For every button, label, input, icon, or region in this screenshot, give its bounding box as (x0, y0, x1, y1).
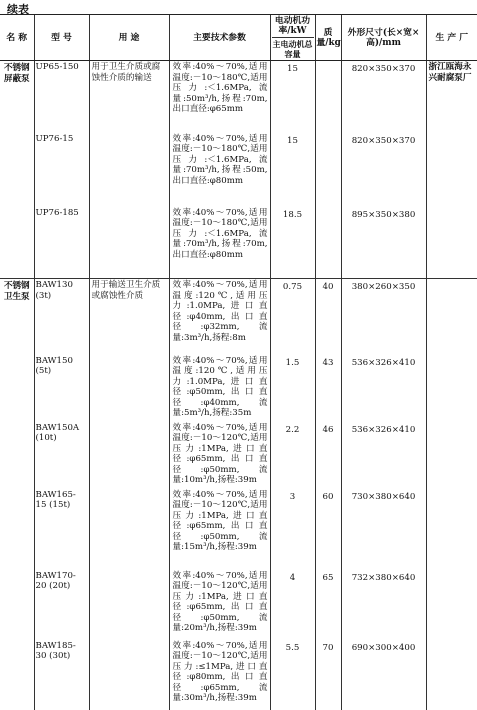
row-model: BAW185-30 (30t) (34, 640, 89, 710)
row-dims: 690×300×400 (341, 640, 426, 710)
table-caption: 续表 (7, 3, 29, 16)
row-usage: 用于输送卫生介质或腐蚀性介质 (89, 279, 169, 355)
row-name (0, 133, 34, 207)
row-power: 2.2 (270, 422, 315, 489)
row-maker (426, 422, 477, 489)
header-total-capacity: 主电动机总容量 (272, 39, 313, 59)
row-mass (315, 207, 341, 279)
row-power: 18.5 (270, 207, 315, 279)
row-dims: 730×380×640 (341, 489, 426, 570)
row-params: 效率:40%～70%,适用温度:－10～120℃,适用压力:≤1MPa,进口直径:φ80mm,出口直径:φ65mm,流量:30m³/h,扬程:39m (169, 640, 270, 710)
header-mass: 质量/kg (315, 15, 341, 61)
row-params: 效率:40%～70%,适用温度:120℃,适用压力:1.0MPa,进口直径:φ40mm,出口直径:φ32mm,流量:3m³/h,扬程:8m (169, 279, 270, 355)
row-mass (315, 61, 341, 133)
row-usage: 用于卫生介质或腐蚀性介质的输送 (89, 61, 169, 133)
table-row (0, 207, 477, 279)
table-row (0, 61, 477, 133)
header-usage: 用 途 (89, 15, 169, 61)
table-row (0, 355, 477, 422)
row-power: 4 (270, 570, 315, 640)
row-usage (89, 207, 169, 279)
row-params: 效率:40%～70%,适用温度:－10～180℃,适用压力:＜1.6MPa,流量:70m³/h,扬程:70m,出口直径:φ80mm (169, 207, 270, 279)
row-mass: 65 (315, 570, 341, 640)
row-name: 不锈钢屏蔽泵 (3, 63, 30, 84)
header-dims: 外形尺寸(长×宽×高)/mm (341, 15, 426, 61)
row-name (0, 422, 34, 489)
row-usage (89, 489, 169, 570)
row-power: 3 (270, 489, 315, 570)
row-params: 效率:40%～70%,适用温度:－10～120℃,适用压力:1MPa,进口直径:φ65mm,出口直径:φ50mm,流量:15m³/h,扬程:39m (169, 489, 270, 570)
row-model: BAW130 (3t) (34, 279, 89, 355)
row-dims: 536×326×410 (341, 422, 426, 489)
table-row (0, 570, 477, 640)
header-power-label: 电动机功率/kW (274, 16, 311, 36)
table-row (0, 279, 477, 355)
row-params: 效率:40%～70%,适用温度:－10～180℃,适用压力:＜1.6MPa,流量:50m³/h,扬程:70m,出口直径:φ65mm (169, 61, 270, 133)
row-model: BAW165-15 (15t) (34, 489, 89, 570)
row-model: UP65-150 (34, 61, 89, 133)
row-mass: 43 (315, 355, 341, 422)
row-power: 1.5 (270, 355, 315, 422)
row-mass: 40 (315, 279, 341, 355)
row-usage (89, 422, 169, 489)
row-maker: 浙江瓯海永兴耐腐泵厂 (426, 61, 477, 133)
row-model: UP76-15 (34, 133, 89, 207)
row-dims: 895×350×380 (341, 207, 426, 279)
pump-spec-table (0, 14, 477, 710)
row-usage (89, 355, 169, 422)
header-maker: 生 产 厂 (426, 15, 477, 61)
row-dims: 380×260×350 (341, 279, 426, 355)
table-row (0, 133, 477, 207)
row-model: BAW150 (5t) (34, 355, 89, 422)
row-usage (89, 570, 169, 640)
row-power: 15 (270, 61, 315, 133)
row-usage (89, 133, 169, 207)
row-dims: 732×380×640 (341, 570, 426, 640)
header-model: 型 号 (34, 15, 89, 61)
row-mass: 70 (315, 640, 341, 710)
row-power: 15 (270, 133, 315, 207)
row-mass: 46 (315, 422, 341, 489)
row-maker (426, 279, 477, 355)
row-dims: 820×350×370 (341, 61, 426, 133)
row-name (0, 489, 34, 570)
table-row (0, 640, 477, 710)
row-dims: 820×350×370 (341, 133, 426, 207)
row-power: 5.5 (270, 640, 315, 710)
row-maker (426, 640, 477, 710)
row-params: 效率:40%～70%,适用温度:120℃,适用压力:1.0MPa,进口直径:φ50mm,出口直径:φ40mm,流量:5m³/h,扬程:35m (169, 355, 270, 422)
row-name (0, 570, 34, 640)
row-usage (89, 640, 169, 710)
row-dims: 536×326×410 (341, 355, 426, 422)
row-model: UP76-185 (34, 207, 89, 279)
row-power: 0.75 (270, 279, 315, 355)
row-name (0, 640, 34, 710)
row-maker (426, 355, 477, 422)
row-params: 效率:40%～70%,适用温度:－10～120℃,适用压力:1MPa,进口直径:φ65mm,出口直径:φ50mm,流量:20m³/h,扬程:39m (169, 570, 270, 640)
row-params: 效率:40%～70%,适用温度:－10～120℃,适用压力:1MPa,进口直径:φ65mm,出口直径:φ50mm,流量:10m³/h,扬程:39m (169, 422, 270, 489)
table-row (0, 422, 477, 489)
row-maker (426, 489, 477, 570)
row-maker (426, 570, 477, 640)
row-name (0, 207, 34, 279)
row-mass (315, 133, 341, 207)
row-maker (426, 207, 477, 279)
row-mass: 60 (315, 489, 341, 570)
header-power (270, 15, 315, 61)
row-params: 效率:40%～70%,适用温度:－10～180℃,适用压力:＜1.6MPa,流量:70m³/h,扬程:50m,出口直径:φ80mm (169, 133, 270, 207)
row-name: 不锈钢卫生泵 (0, 279, 34, 355)
row-model: BAW150A (10t) (34, 422, 89, 489)
row-name (0, 355, 34, 422)
header-params: 主要技术参数 (169, 15, 270, 61)
header-name: 名 称 (0, 15, 34, 61)
table-row (0, 489, 477, 570)
row-model: BAW170-20 (20t) (34, 570, 89, 640)
row-maker (426, 133, 477, 207)
